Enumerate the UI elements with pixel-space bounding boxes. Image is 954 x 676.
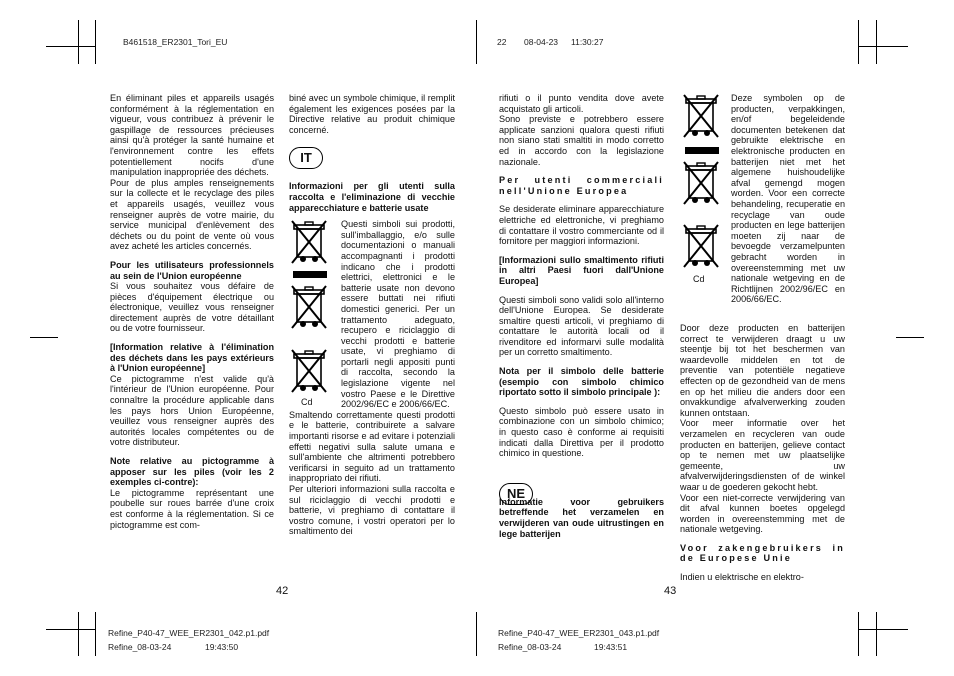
paragraph: Se desiderate eliminare apparecchiature elettriche ed elettroniche, vi preghiamo di contattare il vostro commerciante od il fornitore per maggiori informazioni.	[499, 204, 664, 247]
wee-symbols	[681, 93, 727, 284]
crop-mark	[858, 612, 859, 656]
header-page: 22	[497, 37, 507, 47]
crop-mark	[95, 612, 96, 656]
crop-mark	[46, 46, 96, 47]
paragraph: Voor meer informatie over het verzamelen en recycleren van oude producten en batterijen, gelieve contact op te nemen met uw plaatselijke gemeente, uw afvalverwijderingsdiensten of de winkel waar u de goederen gekocht hebt.	[680, 418, 845, 492]
crossed-bin-icon	[289, 348, 329, 394]
crop-mark	[30, 337, 58, 338]
crop-mark	[858, 20, 859, 64]
crop-mark	[858, 46, 908, 47]
crossed-bin-icon	[289, 219, 329, 265]
column-1	[110, 93, 274, 530]
paragraph: biné avec un symbole chimique, il remplit également les exigences posées par la Directive relative au produit chimique concerné.	[289, 93, 455, 135]
crop-mark	[858, 629, 908, 630]
paragraph: Questi simboli sono validi solo all'interno dell'Unione Europea. Se desiderate smaltire questi articoli, vi preghiamo di contattare le autorità locali od il rivenditore ed informarvi sulle modalità per un corretto smaltimento.	[499, 294, 664, 358]
paragraph: Voor een niet-correcte verwijdering van dit afval kunnen boetes opgelegd worden in overeenstemming met de nationale wetgeving.	[680, 492, 845, 535]
paragraph: Smaltendo correttamente questi prodotti e le batterie, contribuirete a salvare importanti risorse e ad evitare i potenziali effetti negativi sulla salute umana e sull'ambiente che altrimenti potrebbero verificarsi in seguito ad un trattamento inappropriato dei rifiuti.	[289, 409, 455, 484]
footer-left-time: 19:43:50	[205, 642, 239, 652]
header-time: 11:30:27	[571, 37, 604, 47]
page-number-right: 43	[664, 585, 677, 597]
wee-symbols	[289, 219, 335, 407]
paragraph: Per ulteriori informazioni sulla raccolta e sul riciclaggio di vecchi prodotti e batterie, vi preghiamo di contattare il vostro comune, i vostri operatori per lo smaltimento dei	[289, 484, 455, 537]
column-4-top	[731, 93, 845, 305]
crossed-bin-icon	[681, 93, 721, 139]
footer-left-date: Refine_08-03-24	[108, 642, 172, 652]
crop-mark	[78, 612, 79, 656]
footer-left-pdf: Refine_P40-47_WEE_ER2301_042.p1.pdf	[108, 628, 270, 638]
underline-bar	[293, 271, 327, 278]
section-heading: Voor zakengebruikers in de Europese Unie	[680, 542, 845, 564]
paragraph: rifiuti o il punto vendita dove avete acquistato gli articoli.	[499, 93, 664, 114]
paragraph: Pour de plus amples renseignements sur la collecte et le recyclage des piles et appareils usagés, veuillez vous renseigner auprès de votre mairie, du service municipal d'enlèvement des déchets ou du point de vente où vous avez acheté les articles concernés.	[110, 177, 274, 252]
cadmium-label: Cd	[301, 396, 313, 407]
paragraph: Questo simbolo può essere usato in combinazione con un simbolo chimico; in questo caso è conforme ai requisiti indicati dalla Direttiva per il prodotto chimico in questione.	[499, 405, 664, 459]
paragraph: Deze symbolen op de producten, verpakkingen, en/of begeleidende documenten betekenen dat gebruikte elektrische en elektronische producten en batterijen niet met het algemene huishoudelijke afval gemengd mogen worden. Voor een correcte behandeling, recuperatie en recyclage van oude producten en lege batterijen moeten zij naar de bevoegde verzamelpunten gebracht worden in overeenstemming met uw nationale wetgeving en de Richtlijnen 2002/96/EC en 2006/66/EC.	[731, 93, 845, 305]
paragraph: Door deze producten en batterijen correct te verwijderen draagt u uw steentje bij tot het beschermen van waardevolle middelen en tot de preventie van potentiële negatieve effecten op de gezondheid van de mens en op het milieu die anders door een onvakkundige afvalverwerking zouden kunnen ontstaan.	[680, 323, 845, 418]
crop-mark	[476, 20, 477, 64]
crop-mark	[46, 629, 96, 630]
cadmium-label: Cd	[693, 274, 705, 284]
crossed-bin-icon	[289, 284, 329, 330]
crop-mark	[476, 612, 477, 656]
crossed-bin-icon	[681, 160, 721, 206]
footer-right-pdf: Refine_P40-47_WEE_ER2301_043.p1.pdf	[498, 628, 660, 638]
paragraph: Le pictogramme représentant une poubelle sur roues barrée d'une croix est conforme à la réglementation. Si ce pictogramme est com-	[110, 487, 274, 530]
page-number-left: 42	[276, 585, 289, 597]
paragraph: Si vous souhaitez vous défaire de pièces d'équipement électrique ou électronique, veuillez vous renseigner directement auprès de votre détaillant ou de votre fournisseur.	[110, 281, 274, 334]
header-date: 08-04-23	[524, 37, 559, 47]
crop-mark	[95, 20, 96, 64]
section-heading: Per utenti commerciali nell'Unione Europea	[499, 175, 664, 196]
crop-mark	[876, 20, 877, 64]
column-3	[499, 93, 664, 539]
paragraph: En éliminant piles et appareils usagés conformément à la réglementation en vigueur, vous contribuez à prévenir le gaspillage de ressources précieuses ainsi qu'à protéger la santé humaine et l'environnement contre les effets potentiellement nocifs d'une manipulation inappropriée des déchets.	[110, 93, 274, 178]
language-badge-ne: NE	[499, 483, 533, 505]
paragraph: Indien u elektrische en elektro-	[680, 572, 804, 583]
crop-mark	[876, 612, 877, 656]
section-heading: [Information relative à l'élimination des déchets dans les pays extérieurs à l'Union européenne]	[110, 342, 274, 374]
underline-bar	[685, 147, 719, 154]
header-file-name: B461518_ER2301_Tori_EU	[123, 37, 228, 47]
section-heading: [Informazioni sullo smaltimento rifiuti in altri Paesi fuori dall'Unione Europea]	[499, 254, 664, 286]
section-heading: Note relative au pictogramme à apposer sur les piles (voir les 2 exemples ci-contre):	[110, 456, 274, 488]
language-badge-it: IT	[289, 147, 323, 169]
paragraph: Ce pictogramme n'est valide qu'à l'intérieur de l'Union européenne. Pour connaître la procédure applicable dans les pays hors Union Européenne, veuillez vous renseigner auprès des autorités locales compétentes ou de votre distributeur.	[110, 373, 274, 448]
footer-right-date: Refine_08-03-24	[498, 642, 562, 652]
crossed-bin-icon	[681, 223, 721, 269]
section-heading: Nota per il simbolo delle batterie (esempio con simbolo chimico riportato sotto il simbolo principale ):	[499, 366, 664, 398]
paragraph: Questi simboli sui prodotti, sull'imballaggio, e/o sulle documentazioni o manuali accompagnanti i prodotti indicano che i prodotti elettrici, elettronici e le batterie usate non devono essere buttati nei rifiuti domestici generici. Per un trattamento adeguato, recupero e riciclaggio di vecchi prodotti e batterie usate, vi preghiamo di portarli negli appositi punti di raccolta, secondo la legislazione vigente nel vostro Paese e le Direttive 2002/96/EC e 2006/66/EC.	[341, 219, 455, 410]
footer-right-time: 19:43:51	[594, 642, 628, 652]
crop-mark	[78, 20, 79, 64]
section-heading: Informatie voor gebruikers betreffende het verzamelen en verwijderen van oude uitrustingen en lege batterijen	[499, 496, 664, 539]
column-4	[680, 323, 845, 583]
section-heading: Informazioni per gli utenti sulla raccolta e l'eliminazione di vecchie apparecchiature e batterie usate	[289, 181, 455, 213]
crop-mark	[896, 337, 924, 338]
paragraph: Sono previste e potrebbero essere applicate sanzioni qualora questi rifiuti non siano stati smaltiti in modo corretto ed in accordo con la legislazione nazionale.	[499, 114, 664, 167]
section-heading: Pour les utilisateurs professionnels au sein de l'Union européenne	[110, 259, 274, 281]
